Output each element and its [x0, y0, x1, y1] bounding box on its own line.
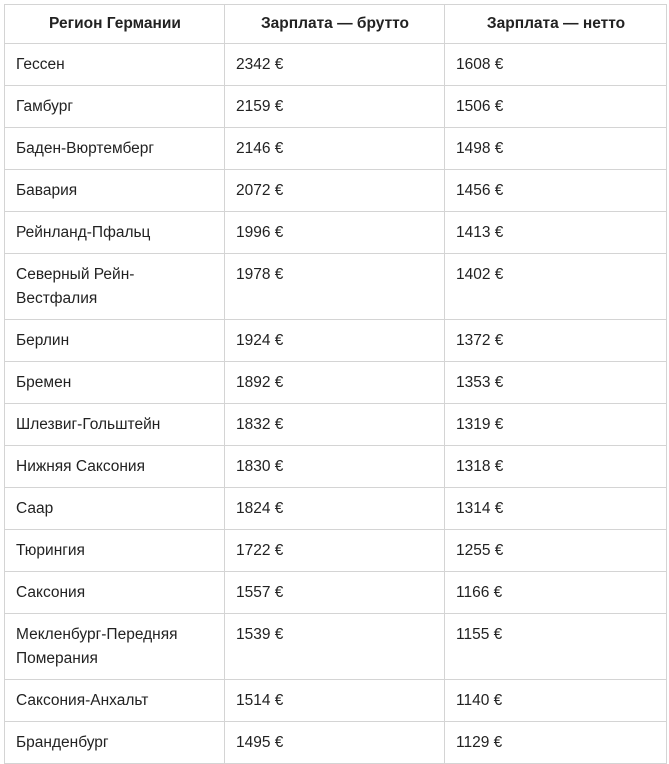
cell-net-salary: 1319 € [445, 404, 667, 446]
cell-gross-salary: 2342 € [225, 44, 445, 86]
cell-region: Бранденбург [5, 722, 225, 764]
cell-region: Северный Рейн-Вестфалия [5, 254, 225, 320]
cell-net-salary: 1318 € [445, 446, 667, 488]
table-row [5, 44, 667, 86]
cell-gross-salary: 1824 € [225, 488, 445, 530]
cell-gross-salary: 1557 € [225, 572, 445, 614]
header-gross-salary: Зарплата — брутто [225, 5, 445, 44]
cell-gross-salary: 1722 € [225, 530, 445, 572]
cell-gross-salary: 1892 € [225, 362, 445, 404]
table-row [5, 572, 667, 614]
cell-region: Шлезвиг-Гольштейн [5, 404, 225, 446]
cell-gross-salary: 1830 € [225, 446, 445, 488]
table-row [5, 614, 667, 680]
cell-region: Баден-Вюртемберг [5, 128, 225, 170]
table-row [5, 680, 667, 722]
cell-gross-salary: 1832 € [225, 404, 445, 446]
table-row [5, 722, 667, 764]
table-row [5, 86, 667, 128]
cell-net-salary: 1155 € [445, 614, 667, 680]
cell-net-salary: 1372 € [445, 320, 667, 362]
cell-net-salary: 1608 € [445, 44, 667, 86]
cell-net-salary: 1402 € [445, 254, 667, 320]
cell-gross-salary: 1514 € [225, 680, 445, 722]
cell-gross-salary: 2159 € [225, 86, 445, 128]
table-row [5, 362, 667, 404]
cell-net-salary: 1314 € [445, 488, 667, 530]
header-region: Регион Германии [5, 5, 225, 44]
cell-region: Нижняя Саксония [5, 446, 225, 488]
table-row [5, 170, 667, 212]
table-row [5, 212, 667, 254]
table-row [5, 404, 667, 446]
table-header-row [5, 5, 667, 44]
cell-net-salary: 1413 € [445, 212, 667, 254]
header-net-salary: Зарплата — нетто [445, 5, 667, 44]
cell-region: Саар [5, 488, 225, 530]
cell-region: Бремен [5, 362, 225, 404]
cell-gross-salary: 2146 € [225, 128, 445, 170]
cell-region: Саксония [5, 572, 225, 614]
cell-gross-salary: 1996 € [225, 212, 445, 254]
cell-gross-salary: 1539 € [225, 614, 445, 680]
table-row [5, 488, 667, 530]
table-row [5, 254, 667, 320]
cell-region: Бавария [5, 170, 225, 212]
cell-gross-salary: 2072 € [225, 170, 445, 212]
table-row [5, 320, 667, 362]
cell-region: Тюрингия [5, 530, 225, 572]
cell-region: Гессен [5, 44, 225, 86]
salary-table [4, 4, 667, 764]
cell-net-salary: 1506 € [445, 86, 667, 128]
cell-net-salary: 1498 € [445, 128, 667, 170]
cell-region: Саксония-Анхальт [5, 680, 225, 722]
cell-net-salary: 1129 € [445, 722, 667, 764]
table-row [5, 530, 667, 572]
cell-net-salary: 1456 € [445, 170, 667, 212]
table-row [5, 446, 667, 488]
table-row [5, 128, 667, 170]
table-body [5, 44, 667, 764]
cell-region: Мекленбург-Передняя Померания [5, 614, 225, 680]
cell-net-salary: 1255 € [445, 530, 667, 572]
cell-net-salary: 1166 € [445, 572, 667, 614]
cell-region: Гамбург [5, 86, 225, 128]
cell-region: Берлин [5, 320, 225, 362]
cell-gross-salary: 1924 € [225, 320, 445, 362]
cell-net-salary: 1353 € [445, 362, 667, 404]
cell-gross-salary: 1978 € [225, 254, 445, 320]
cell-region: Рейнланд-Пфальц [5, 212, 225, 254]
cell-net-salary: 1140 € [445, 680, 667, 722]
cell-gross-salary: 1495 € [225, 722, 445, 764]
